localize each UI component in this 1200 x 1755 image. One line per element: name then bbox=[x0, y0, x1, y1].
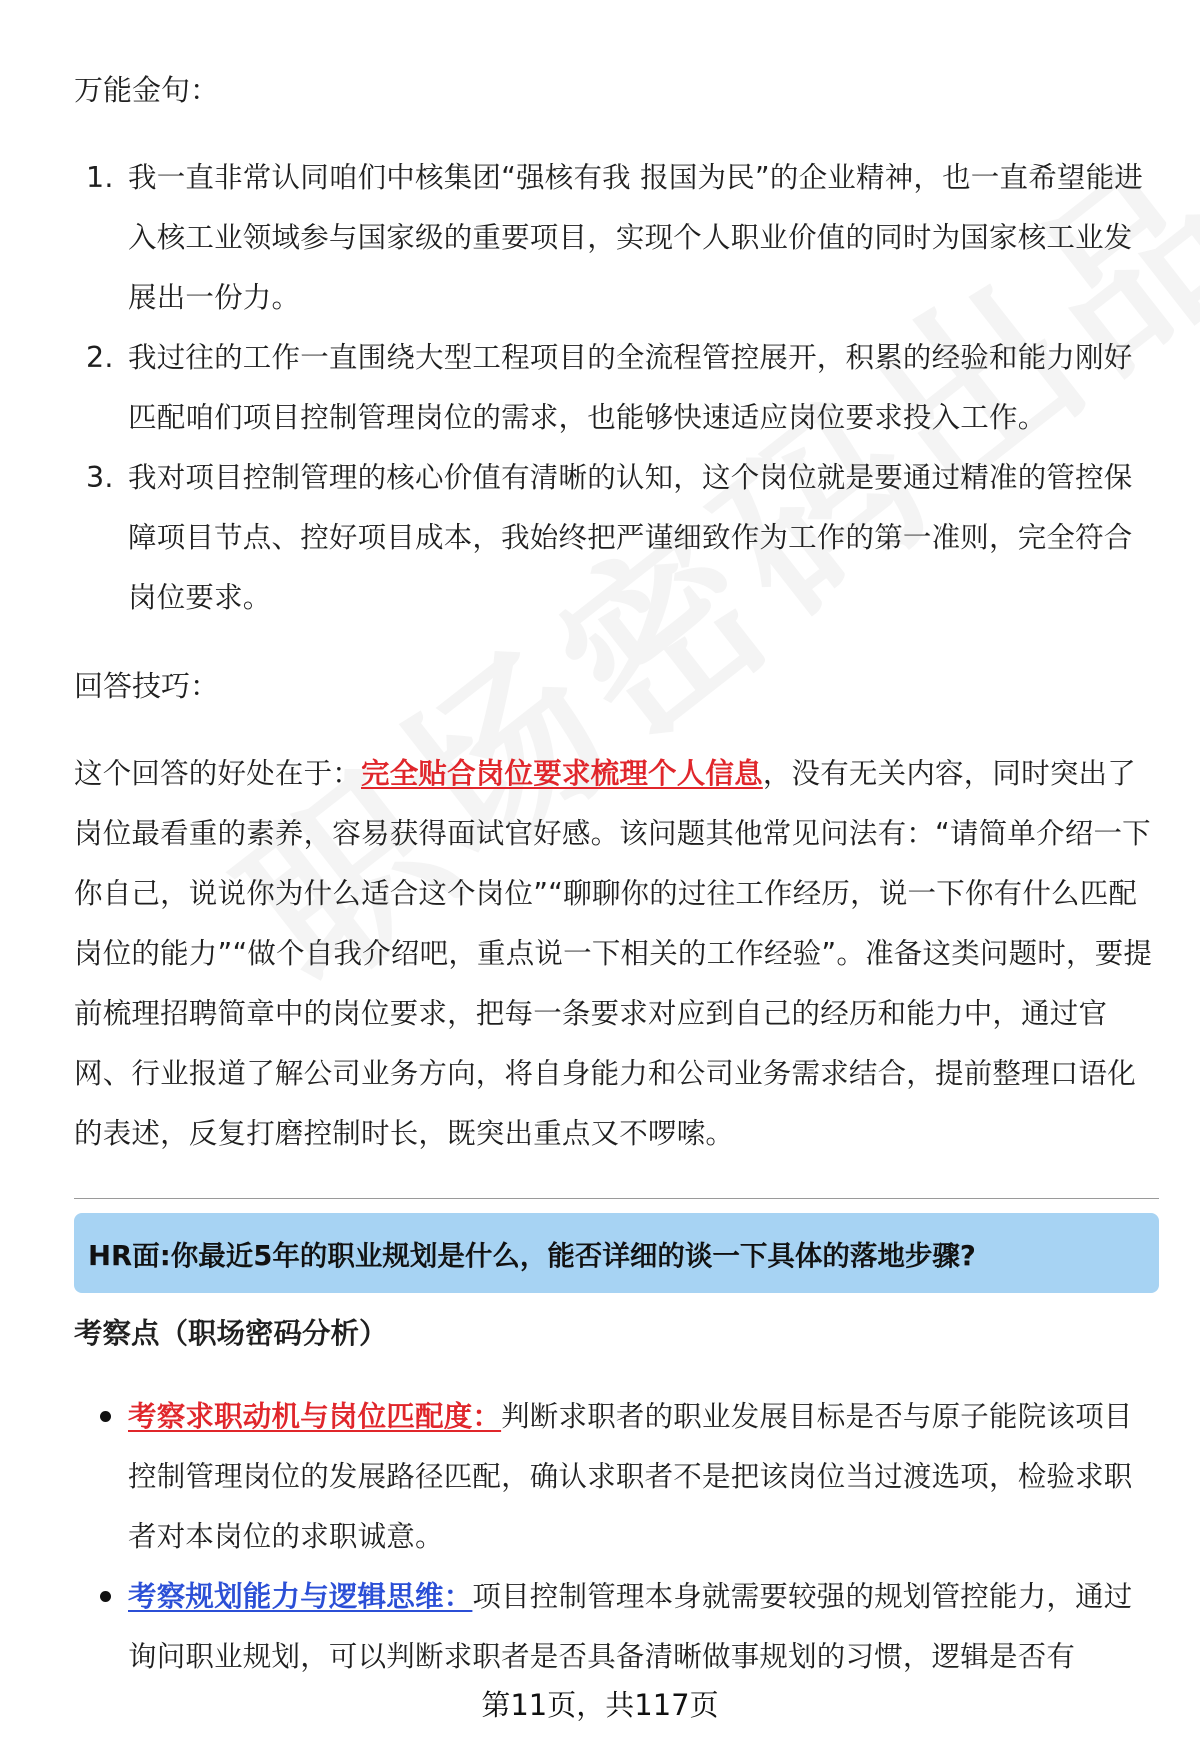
point-text: 判断求职者的职业发展目标是否与原子能院该项目控制管理岗位的发展路径匹配，确认求职者不是把该岗位当过渡选项，检验求职者对本岗位的求职诚意。 bbox=[128, 1400, 1133, 1553]
golden-sentences-list bbox=[74, 148, 1159, 628]
point-label: 考察规划能力与逻辑思维： bbox=[128, 1580, 473, 1613]
bullet-icon bbox=[100, 1411, 111, 1422]
list-item-text: 我对项目控制管理的核心价值有清晰的认知，这个岗位就是要通过精准的管控保障项目节点、控好项目成本，我始终把严谨细致作为工作的第一准则，完全符合岗位要求。 bbox=[128, 461, 1133, 614]
point-label: 考察求职动机与岗位匹配度： bbox=[128, 1400, 502, 1433]
page-number: 第11页，共117页 bbox=[0, 1685, 1200, 1725]
assessment-points-list bbox=[74, 1387, 1159, 1687]
list-item bbox=[74, 328, 1159, 448]
list-number: 3. bbox=[86, 461, 114, 494]
section-divider bbox=[74, 1198, 1159, 1199]
list-item-text: 我一直非常认同咱们中核集团“强核有我 报国为民”的企业精神，也一直希望能进入核工业领域参与国家级的重要项目，实现个人职业价值的同时为国家核工业发展出一份力。 bbox=[128, 161, 1143, 314]
bullet-icon bbox=[100, 1591, 111, 1602]
question-banner bbox=[74, 1213, 1159, 1293]
assessment-points-heading: 考察点（职场密码分析） bbox=[74, 1317, 388, 1350]
list-item bbox=[74, 1387, 1159, 1567]
list-number: 2. bbox=[86, 341, 114, 374]
list-item bbox=[74, 1567, 1159, 1687]
paragraph-prefix: 这个回答的好处在于： bbox=[74, 757, 362, 790]
golden-sentences-label: 万能金句： bbox=[74, 73, 220, 107]
list-number: 1. bbox=[86, 161, 114, 194]
answer-tips-label: 回答技巧： bbox=[74, 669, 220, 703]
answer-tips-paragraph bbox=[74, 744, 1159, 1164]
question-title: HR面:你最近5年的职业规划是什么，能否详细的谈一下具体的落地步骤? bbox=[88, 1240, 976, 1272]
list-item bbox=[74, 448, 1159, 628]
page-content bbox=[74, 60, 1159, 1687]
highlight-text: 完全贴合岗位要求梳理个人信息 bbox=[361, 757, 763, 790]
list-item bbox=[74, 148, 1159, 328]
list-item-text: 我过往的工作一直围绕大型工程项目的全流程管控展开，积累的经验和能力刚好匹配咱们项目控制管理岗位的需求，也能够快速适应岗位要求投入工作。 bbox=[128, 341, 1133, 434]
point-text: 项目控制管理本身就需要较强的规划管控能力，通过询问职业规划，可以判断求职者是否具备清晰做事规划的习惯，逻辑是否有 bbox=[128, 1580, 1133, 1673]
paragraph-body: ，没有无关内容，同时突出了岗位最看重的素养，容易获得面试官好感。该问题其他常见问法有：“请简单介绍一下你自己，说说你为什么适合这个岗位”“聊聊你的过往工作经历，说一下你有什么匹配岗位的能力”“做个自我介绍吧，重点说一下相关的工作经验”。准备这类问题时，要提前梳理招聘简章中的岗位要求，把每一条要求对应到自己的经历和能力中，通过官网、行业报道了解公司业务方向，将自身能力和公司业务需求结合，提前整理口语化的表述，反复打磨控制时长，既突出重点又不啰嗦。 bbox=[74, 757, 1153, 1150]
